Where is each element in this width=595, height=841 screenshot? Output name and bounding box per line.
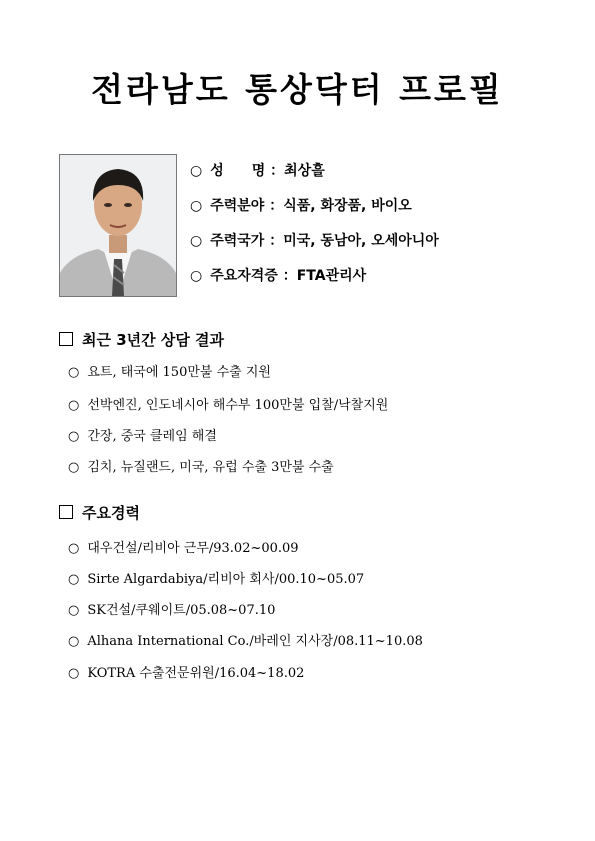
field-separator: ： xyxy=(269,198,284,214)
profile-cert-row xyxy=(190,265,366,287)
list-item: ○ Sirte Algardabiya/리비아 회사/00.10~05.07 xyxy=(68,572,365,587)
profile-name-row xyxy=(190,160,325,182)
name-label: 성 명 xyxy=(210,163,266,179)
name-value: 최상흘 xyxy=(284,163,325,179)
circle-bullet-icon: ○ xyxy=(68,572,80,587)
cert-separator: ： xyxy=(282,268,297,284)
list-item: ○ SK건설/쿠웨이트/05.08~07.10 xyxy=(68,603,276,618)
career-heading xyxy=(59,502,140,523)
circle-bullet-icon: ○ xyxy=(68,398,80,413)
field-label: 주력분야 xyxy=(210,198,265,214)
circle-bullet-icon: ○ xyxy=(68,429,80,444)
circle-bullet-icon: ○ xyxy=(190,233,203,249)
list-item: ○ 선박엔진, 인도네시아 해수부 100만불 입찰/낙찰지원 xyxy=(68,398,389,413)
list-item: ○ 김치, 뉴질랜드, 미국, 유럽 수출 3만불 수출 xyxy=(68,460,334,475)
circle-bullet-icon: ○ xyxy=(190,163,203,179)
list-item: ○ Alhana International Co./바레인 지사장/08.11~10.08 xyxy=(68,634,423,649)
career-heading-text: 주요경력 xyxy=(82,504,140,522)
field-value: 식품, 화장품, 바이오 xyxy=(283,198,412,214)
circle-bullet-icon: ○ xyxy=(68,634,80,649)
list-item: ○ 요트, 태국에 150만불 수출 지원 xyxy=(68,365,271,380)
square-bullet-icon xyxy=(59,332,73,346)
circle-bullet-icon: ○ xyxy=(68,666,80,681)
consulting-heading-text: 최근 3년간 상담 결과 xyxy=(82,331,225,349)
circle-bullet-icon: ○ xyxy=(68,603,80,618)
profile-photo xyxy=(59,154,177,297)
circle-bullet-icon: ○ xyxy=(68,365,80,380)
circle-bullet-icon: ○ xyxy=(190,198,203,214)
list-item: ○ 대우건설/리비아 근무/93.02~00.09 xyxy=(68,541,299,556)
profile-field-row xyxy=(190,195,412,217)
square-bullet-icon xyxy=(59,505,73,519)
country-label: 주력국가 xyxy=(210,233,265,249)
circle-bullet-icon: ○ xyxy=(68,541,80,556)
cert-label: 주요자격증 xyxy=(210,268,278,284)
page-title: 전라남도 통상닥터 프로필 xyxy=(91,70,504,109)
circle-bullet-icon: ○ xyxy=(190,268,203,284)
circle-bullet-icon: ○ xyxy=(68,460,80,475)
list-item: ○ KOTRA 수출전문위원/16.04~18.02 xyxy=(68,666,305,681)
consulting-heading xyxy=(59,329,224,350)
cert-value: FTA관리사 xyxy=(296,268,367,284)
list-item: ○ 간장, 중국 클레임 해결 xyxy=(68,429,217,444)
profile-country-row xyxy=(190,230,439,252)
country-separator: ： xyxy=(269,233,284,249)
country-value: 미국, 동남아, 오세아니아 xyxy=(283,233,439,249)
name-separator: ： xyxy=(270,163,285,179)
